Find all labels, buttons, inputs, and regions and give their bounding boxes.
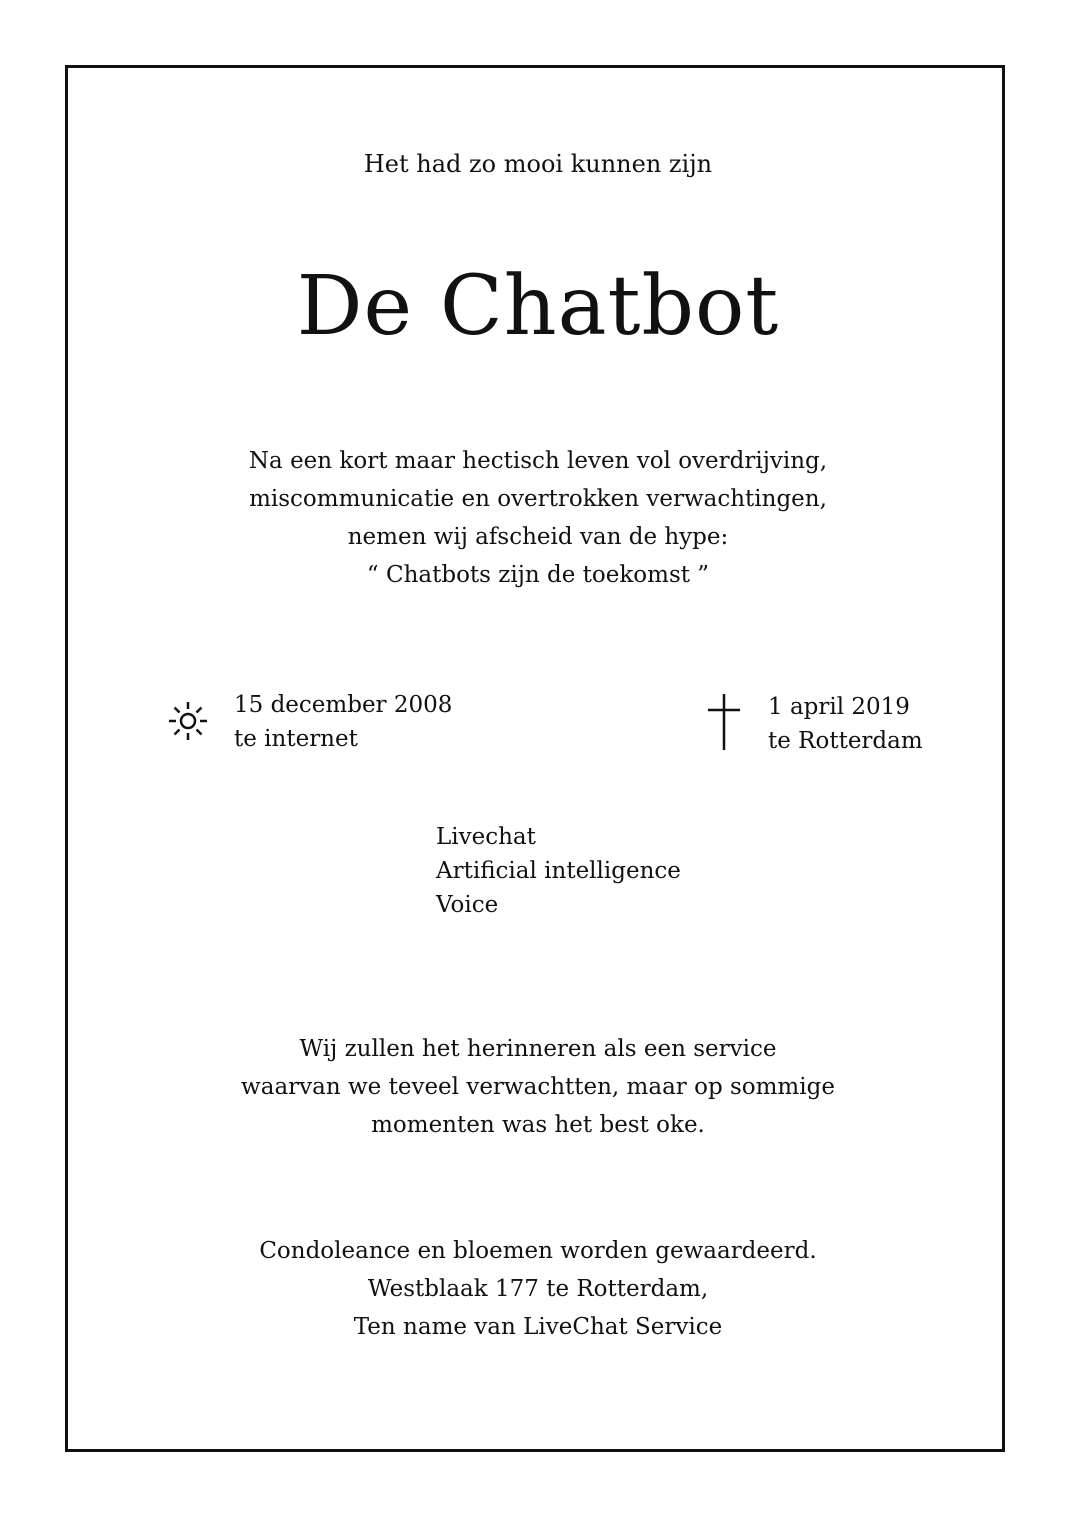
memory-text xyxy=(0,1030,1076,1144)
relative-name: Artificial intelligence xyxy=(436,858,681,884)
intro-line: miscommunicatie en overtrokken verwachtingen, xyxy=(249,486,827,512)
cross-icon xyxy=(704,694,744,750)
birth-date: 15 december 2008 xyxy=(234,692,453,718)
page-title: De Chatbot xyxy=(296,259,780,354)
subtitle: Het had zo mooi kunnen zijn xyxy=(363,150,713,178)
surviving-relatives xyxy=(436,820,681,922)
death-info xyxy=(768,690,923,758)
memory-line: momenten was het best oke. xyxy=(371,1112,705,1138)
birth-info xyxy=(234,688,452,756)
closing-line: Westblaak 177 te Rotterdam, xyxy=(367,1276,709,1302)
birth-place: te internet xyxy=(234,726,358,752)
memory-line: waarvan we teveel verwachtten, maar op sommige xyxy=(241,1074,835,1100)
closing-line: Ten name van LiveChat Service xyxy=(353,1314,723,1340)
relative-name: Livechat xyxy=(436,824,536,850)
intro-line: nemen wij afscheid van de hype: xyxy=(347,524,729,550)
memory-line: Wij zullen het herinneren als een service xyxy=(299,1036,777,1062)
intro-text xyxy=(0,442,1076,594)
relative-name: Voice xyxy=(436,892,499,918)
intro-line: “ Chatbots zijn de toekomst ” xyxy=(366,562,710,588)
intro-line: Na een kort maar hectisch leven vol overdrijving, xyxy=(248,448,828,474)
closing-text xyxy=(0,1232,1076,1346)
death-place: te Rotterdam xyxy=(768,728,923,754)
sun-icon xyxy=(167,700,209,742)
closing-line: Condoleance en bloemen worden gewaardeerd. xyxy=(259,1238,817,1264)
death-date: 1 april 2019 xyxy=(768,694,910,720)
